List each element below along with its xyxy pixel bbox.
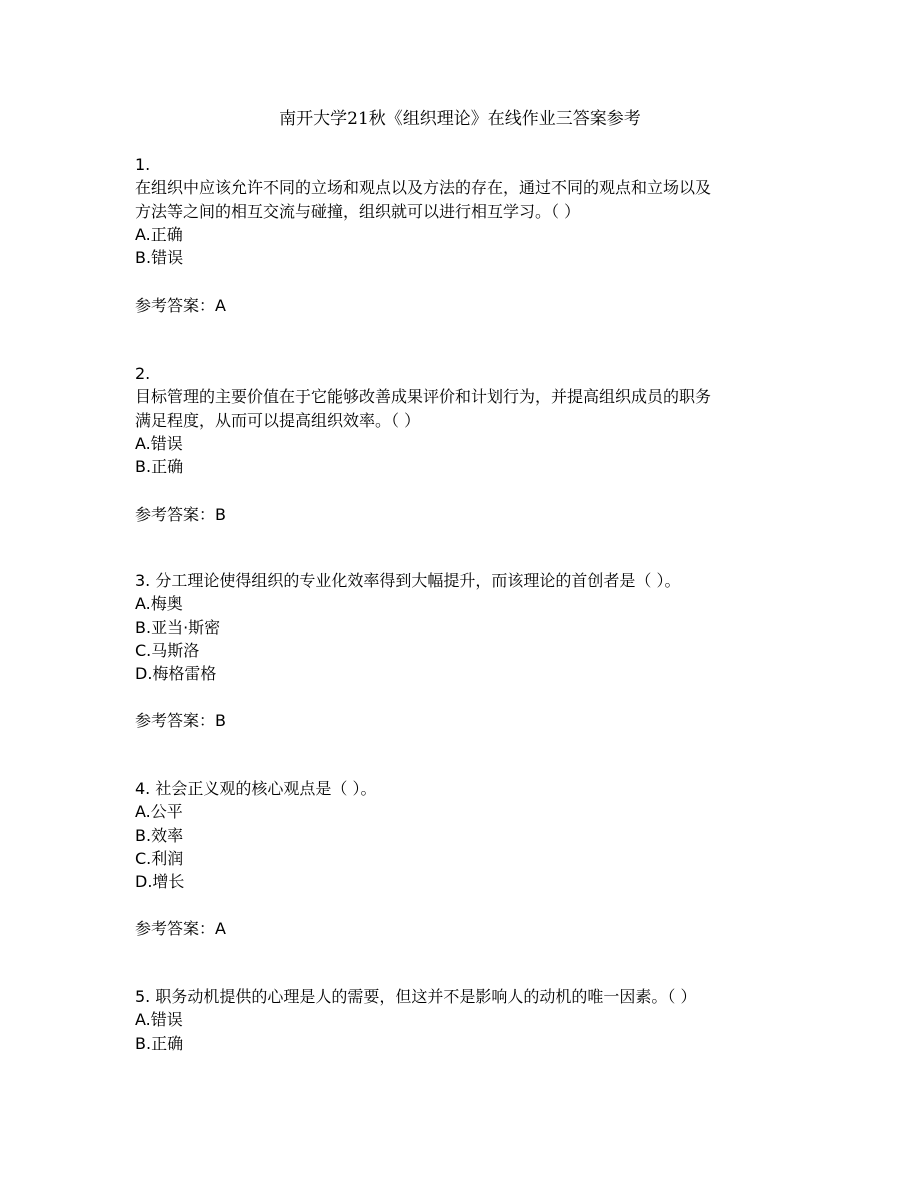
question-heading: 3. 分工理论使得组织的专业化效率得到大幅提升，而该理论的首创者是（ ）。 <box>135 571 681 590</box>
option-c: C.利润 <box>135 848 184 868</box>
answer-label: 参考答案： <box>135 505 216 524</box>
question-text-line: 在组织中应该允许不同的立场和观点以及方法的存在，通过不同的观点和立场以及 <box>135 178 712 198</box>
answer-label: 参考答案： <box>135 296 216 315</box>
option-c: C.马斯洛 <box>135 640 200 660</box>
option-a: A.错误 <box>135 433 183 453</box>
option-d: D.梅格雷格 <box>135 664 217 684</box>
question-2 <box>135 362 795 478</box>
question-4 <box>135 777 795 893</box>
answer-value: B <box>215 711 226 730</box>
question-heading: 5. 职务动机提供的心理是人的需要，但这并不是影响人的动机的唯一因素。（ ） <box>135 987 697 1006</box>
question-text-line: 目标管理的主要价值在于它能够改善成果评价和计划行为，并提高组织成员的职务 <box>135 387 712 407</box>
question-number: 1. <box>135 155 151 174</box>
option-b: B.正确 <box>135 1033 184 1053</box>
question-text-line: 满足程度，从而可以提高组织效率。（ ） <box>135 410 421 430</box>
option-b: B.亚当·斯密 <box>135 617 221 637</box>
answer-label: 参考答案： <box>135 919 216 938</box>
answer-value: B <box>215 505 226 524</box>
option-b: B.效率 <box>135 825 184 845</box>
option-a: A.错误 <box>135 1010 183 1030</box>
option-b: B.正确 <box>135 457 184 477</box>
option-b: B.错误 <box>135 248 184 268</box>
question-3 <box>135 569 795 685</box>
answer-1 <box>135 294 226 317</box>
option-a: A.正确 <box>135 224 183 244</box>
answer-value: A <box>215 296 226 315</box>
question-heading: 4. 社会正义观的核心观点是（ ）。 <box>135 779 377 798</box>
answer-3 <box>135 709 226 732</box>
document-title: 南开大学21秋《组织理论》在线作业三答案参考 <box>279 109 641 129</box>
question-number: 2. <box>135 364 151 383</box>
option-a: A.梅奥 <box>135 594 183 614</box>
answer-label: 参考答案： <box>135 711 216 730</box>
question-1 <box>135 153 795 269</box>
question-text-line: 方法等之间的相互交流与碰撞，组织就可以进行相互学习。（ ） <box>135 201 581 221</box>
answer-value: A <box>215 919 226 938</box>
option-a: A.公平 <box>135 802 183 822</box>
question-5 <box>135 985 795 1055</box>
option-d: D.增长 <box>135 872 185 892</box>
answer-2 <box>135 503 226 526</box>
answer-4 <box>135 917 226 940</box>
